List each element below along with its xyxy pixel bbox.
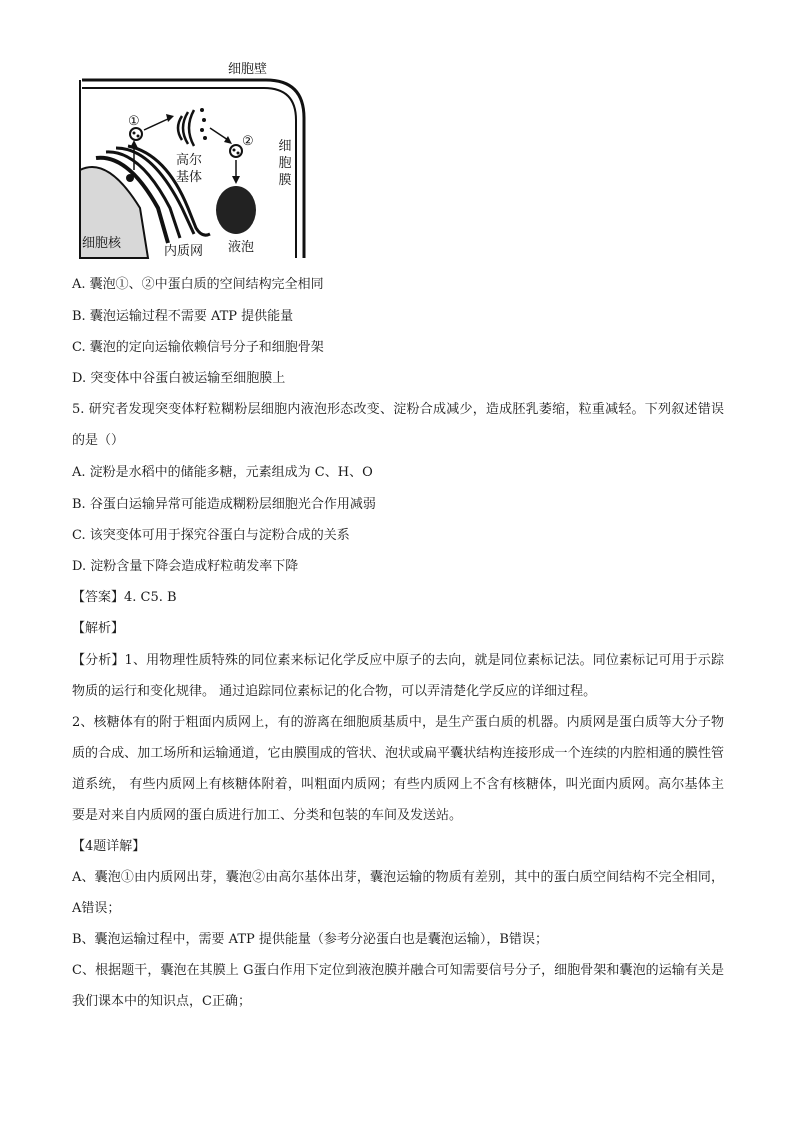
detail-title: 【4题详解】 bbox=[72, 839, 146, 854]
q5-option-c: C. 该突变体可用于探究谷蛋白与淀粉合成的关系 bbox=[72, 528, 350, 543]
analysis-paragraph-2: 2、核糖体有的附于粗面内质网上，有的游离在细胞质基质中，是生产蛋白质的机器。内质网是蛋白质等大分子物质的合成、加工场所和运输通道，它由膜围成的管状、泡状或扁平囊状结构连接形成一个连续的内腔相通的膜性管道系统， 有些内质网上有核糖体附着，叫粗面内质网；有些内质网上不含有核糖体，叫光面内质网。高尔基体主要是对来自内质网的蛋白质进行加工、分类和包装的车间及发送站。 bbox=[72, 715, 724, 823]
vesicle-1-shape bbox=[130, 128, 142, 140]
q4-option-a: A. 囊泡①、②中蛋白质的空间结构完全相同 bbox=[72, 277, 324, 292]
vacuole-shape bbox=[216, 186, 256, 234]
answer-line: 【答案】4. C5. B bbox=[72, 590, 177, 605]
cell-diagram bbox=[78, 58, 310, 260]
golgi-label: 高尔基体 bbox=[175, 153, 202, 185]
q4-option-c: C. 囊泡的定向运输依赖信号分子和细胞骨架 bbox=[72, 340, 324, 355]
detail-b: B、囊泡运输过程中，需要 ATP 提供能量（参考分泌蛋白也是囊泡运输），B错误； bbox=[72, 932, 548, 947]
cell-membrane-label: 细胞膜 bbox=[278, 139, 292, 188]
q5-option-b: B. 谷蛋白运输异常可能造成糊粉层细胞光合作用减弱 bbox=[72, 497, 376, 512]
vesicle-2-shape bbox=[230, 145, 242, 157]
q5-stem: 5. 研究者发现突变体籽粒糊粉层细胞内液泡形态改变、淀粉合成减少，造成胚乳萎缩，粒重减轻。下列叙述错误的是（） bbox=[72, 402, 724, 448]
vacuole-label: 液泡 bbox=[228, 240, 255, 255]
q4-option-d: D. 突变体中谷蛋白被运输至细胞膜上 bbox=[72, 371, 286, 386]
cell-wall-label: 细胞壁 bbox=[228, 62, 268, 77]
nucleus-label: 细胞核 bbox=[82, 236, 122, 251]
q5-option-d: D. 淀粉含量下降会造成籽粒萌发率下降 bbox=[72, 559, 299, 574]
detail-a: A、囊泡①由内质网出芽，囊泡②由高尔基体出芽，囊泡运输的物质有差别，其中的蛋白质空间结构不完全相同，A错误； bbox=[72, 870, 724, 916]
er-label: 内质网 bbox=[164, 244, 204, 259]
analysis-title: 【解析】 bbox=[72, 621, 125, 636]
q4-option-b: B. 囊泡运输过程不需要 ATP 提供能量 bbox=[72, 309, 294, 324]
vesicle-1-label: ① bbox=[128, 114, 140, 129]
analysis-paragraph-1: 【分析】1、用物理性质特殊的同位素来标记化学反应中原子的去向，就是同位素标记法。同位素标记可用于示踪物质的运行和变化规律。 通过追踪同位素标记的化合物，可以弄清楚化学反应的详细过程。 bbox=[72, 653, 724, 699]
q5-option-a: A. 淀粉是水稻中的储能多糖，元素组成为 C、H、O bbox=[72, 465, 373, 480]
vesicle-2-label: ② bbox=[242, 134, 254, 149]
detail-c: C、根据题干，囊泡在其膜上 G蛋白作用下定位到液泡膜并融合可知需要信号分子，细胞骨架和囊泡的运输有关是我们课本中的知识点，C正确； bbox=[72, 963, 724, 1009]
